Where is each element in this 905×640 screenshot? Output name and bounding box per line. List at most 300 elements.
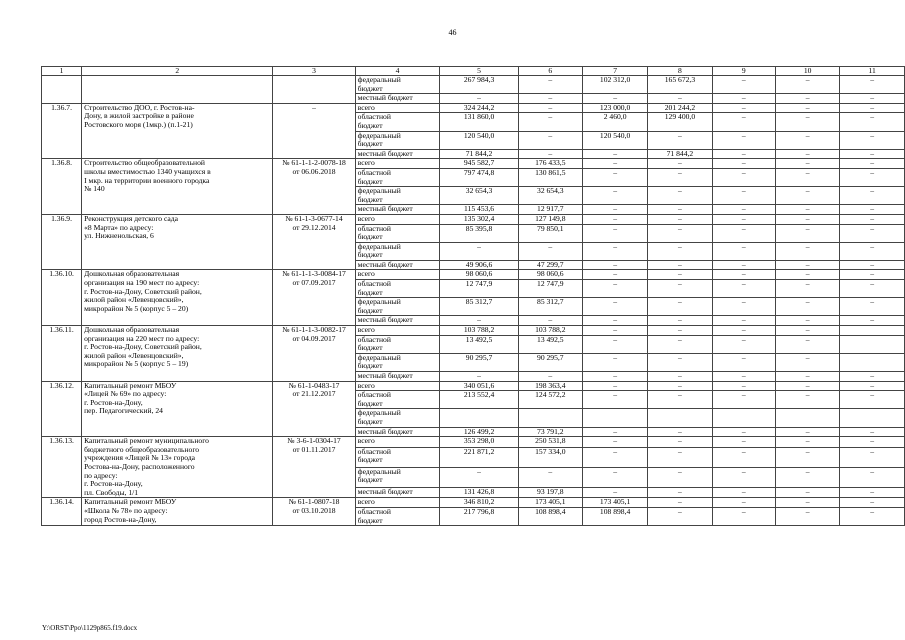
project-name-cell: Капитальный ремонт муниципального бюджетного общеобразовательного учреждения «Лицей № 13» города Ростова-на-Дону, расположенного по адресу: г. Ростов-на-Дону, пл. Свободы, 1/1: [82, 437, 273, 498]
amount-cell: –: [518, 316, 582, 326]
amount-cell: 49 906,6: [440, 260, 518, 270]
funding-source-cell: местный бюджет: [355, 205, 440, 215]
amount-cell: –: [712, 391, 775, 409]
amount-cell: 71 844,2: [648, 149, 712, 159]
amount-cell: –: [775, 381, 840, 391]
amount-cell: –: [582, 149, 647, 159]
amount-cell: –: [840, 467, 905, 487]
amount-cell: –: [712, 159, 775, 169]
amount-cell: –: [648, 447, 712, 467]
amount-cell: –: [840, 391, 905, 409]
funding-source-cell: местный бюджет: [355, 260, 440, 270]
amount-cell: –: [582, 270, 647, 280]
amount-cell: 79 850,1: [518, 224, 582, 242]
amount-cell: –: [518, 131, 582, 149]
amount-cell: –: [648, 131, 712, 149]
funding-source-cell: областной бюджет: [355, 335, 440, 353]
project-name-cell: Капитальный ремонт МБОУ «Школа № 78» по адресу: город Ростов-на-Дону,: [82, 498, 273, 526]
amount-cell: –: [582, 326, 647, 336]
amount-cell: –: [648, 270, 712, 280]
amount-cell: –: [840, 113, 905, 131]
amount-cell: 129 400,0: [648, 113, 712, 131]
amount-cell: 157 334,0: [518, 447, 582, 467]
amount-cell: –: [712, 487, 775, 498]
amount-cell: –: [840, 224, 905, 242]
amount-cell: –: [840, 187, 905, 205]
amount-cell: –: [582, 437, 647, 448]
amount-cell: –: [712, 427, 775, 437]
amount-cell: –: [648, 467, 712, 487]
funding-source-cell: федеральный бюджет: [355, 353, 440, 371]
amount-cell: –: [648, 487, 712, 498]
amount-cell: –: [712, 270, 775, 280]
amount-cell: 90 295,7: [518, 353, 582, 371]
amount-cell: –: [712, 76, 775, 94]
budget-table: [41, 66, 905, 526]
amount-cell: –: [648, 298, 712, 316]
amount-cell: –: [648, 372, 712, 382]
amount-cell: [648, 409, 712, 427]
amount-cell: –: [840, 168, 905, 186]
amount-cell: –: [775, 391, 840, 409]
item-number-cell: 1.36.14.: [42, 498, 82, 526]
funding-source-cell: всего: [355, 159, 440, 169]
amount-cell: –: [582, 242, 647, 260]
amount-cell: 108 898,4: [518, 507, 582, 525]
amount-cell: –: [648, 260, 712, 270]
amount-cell: –: [712, 353, 775, 371]
amount-cell: –: [712, 381, 775, 391]
amount-cell: –: [775, 149, 840, 159]
amount-cell: –: [840, 298, 905, 316]
amount-cell: 85 312,7: [440, 298, 518, 316]
amount-cell: –: [582, 372, 647, 382]
expertise-cell: [273, 76, 355, 104]
table-row: [42, 159, 905, 169]
amount-cell: –: [775, 437, 840, 448]
item-number-cell: 1.36.9.: [42, 214, 82, 270]
amount-cell: –: [648, 280, 712, 298]
amount-cell: 267 984,3: [440, 76, 518, 94]
amount-cell: –: [840, 487, 905, 498]
amount-cell: –: [712, 103, 775, 113]
amount-cell: –: [648, 187, 712, 205]
funding-source-cell: местный бюджет: [355, 149, 440, 159]
amount-cell: –: [582, 427, 647, 437]
amount-cell: –: [840, 103, 905, 113]
column-number-cell: 3: [273, 67, 355, 76]
amount-cell: [840, 335, 905, 353]
amount-cell: 13 492,5: [440, 335, 518, 353]
amount-cell: –: [518, 76, 582, 94]
amount-cell: 130 861,5: [518, 168, 582, 186]
amount-cell: 103 788,2: [518, 326, 582, 336]
expertise-cell: № 61-1-0807-18 от 03.10.2018: [273, 498, 355, 526]
amount-cell: –: [840, 131, 905, 149]
table-row: [42, 437, 905, 448]
amount-cell: –: [840, 447, 905, 467]
table-row: [42, 214, 905, 224]
funding-source-cell: всего: [355, 270, 440, 280]
funding-source-cell: федеральный бюджет: [355, 76, 440, 94]
amount-cell: 346 810,2: [440, 498, 518, 508]
amount-cell: –: [840, 260, 905, 270]
amount-cell: –: [775, 427, 840, 437]
amount-cell: –: [648, 507, 712, 525]
project-name-cell: Дошкольная образовательная организация на 220 мест по адресу: г. Ростов-на-Дону, Советский район, жилой район «Левенцовский», микрорайон № 5 (корпус 5 – 19): [82, 326, 273, 382]
funding-source-cell: федеральный бюджет: [355, 409, 440, 427]
amount-cell: –: [775, 159, 840, 169]
amount-cell: –: [648, 381, 712, 391]
column-number-cell: 11: [840, 67, 905, 76]
amount-cell: 98 060,6: [518, 270, 582, 280]
amount-cell: 12 917,7: [518, 205, 582, 215]
funding-source-cell: всего: [355, 103, 440, 113]
amount-cell: –: [440, 242, 518, 260]
amount-cell: 32 654,3: [440, 187, 518, 205]
funding-source-cell: областной бюджет: [355, 391, 440, 409]
column-number-cell: 5: [440, 67, 518, 76]
amount-cell: –: [648, 335, 712, 353]
amount-cell: 12 747,9: [518, 280, 582, 298]
funding-source-cell: областной бюджет: [355, 507, 440, 525]
amount-cell: –: [648, 242, 712, 260]
amount-cell: –: [648, 437, 712, 448]
amount-cell: 945 582,7: [440, 159, 518, 169]
amount-cell: –: [648, 159, 712, 169]
column-number-cell: 10: [775, 67, 840, 76]
amount-cell: –: [712, 280, 775, 298]
amount-cell: 324 244,2: [440, 103, 518, 113]
amount-cell: –: [712, 335, 775, 353]
amount-cell: –: [648, 353, 712, 371]
amount-cell: –: [712, 507, 775, 525]
amount-cell: 250 531,8: [518, 437, 582, 448]
amount-cell: –: [840, 372, 905, 382]
amount-cell: –: [840, 498, 905, 508]
funding-source-cell: федеральный бюджет: [355, 242, 440, 260]
amount-cell: –: [712, 298, 775, 316]
amount-cell: –: [840, 270, 905, 280]
amount-cell: –: [775, 467, 840, 487]
funding-source-cell: всего: [355, 214, 440, 224]
amount-cell: –: [582, 280, 647, 298]
amount-cell: 173 405,1: [582, 498, 647, 508]
column-number-cell: 9: [712, 67, 775, 76]
amount-cell: –: [775, 372, 840, 382]
amount-cell: –: [582, 159, 647, 169]
funding-source-cell: всего: [355, 498, 440, 508]
funding-source-cell: местный бюджет: [355, 316, 440, 326]
project-name-cell: [82, 76, 273, 104]
amount-cell: –: [582, 316, 647, 326]
amount-cell: [840, 353, 905, 371]
amount-cell: –: [775, 103, 840, 113]
footer-file-path: Y:\ORST\Ppo\1129p865.f19.docx: [42, 624, 138, 632]
amount-cell: –: [775, 260, 840, 270]
amount-cell: –: [775, 507, 840, 525]
amount-cell: 173 405,1: [518, 498, 582, 508]
amount-cell: [712, 409, 775, 427]
amount-cell: –: [775, 242, 840, 260]
amount-cell: –: [582, 260, 647, 270]
project-name-cell: Дошкольная образовательная организация на 190 мест по адресу: г. Ростов-на-Дону, Советский район, жилой район «Левенцовский», микрорайон № 5 (корпус 5 – 20): [82, 270, 273, 326]
amount-cell: –: [775, 280, 840, 298]
amount-cell: –: [582, 168, 647, 186]
amount-cell: 131 860,0: [440, 113, 518, 131]
expertise-cell: № 61-1-1-3-0082-17 от 04.09.2017: [273, 326, 355, 382]
amount-cell: 73 791,2: [518, 427, 582, 437]
amount-cell: 47 299,7: [518, 260, 582, 270]
amount-cell: –: [712, 447, 775, 467]
amount-cell: –: [440, 467, 518, 487]
amount-cell: –: [712, 94, 775, 104]
amount-cell: –: [775, 447, 840, 467]
table-row: [42, 76, 905, 94]
amount-cell: –: [712, 205, 775, 215]
amount-cell: 123 000,0: [582, 103, 647, 113]
amount-cell: 124 572,2: [518, 391, 582, 409]
column-number-cell: 2: [82, 67, 273, 76]
item-number-cell: 1.36.11.: [42, 326, 82, 382]
amount-cell: –: [712, 224, 775, 242]
amount-cell: –: [582, 447, 647, 467]
amount-cell: –: [712, 498, 775, 508]
amount-cell: 90 295,7: [440, 353, 518, 371]
amount-cell: –: [775, 205, 840, 215]
amount-cell: –: [840, 242, 905, 260]
amount-cell: –: [775, 224, 840, 242]
amount-cell: –: [582, 224, 647, 242]
column-number-cell: 1: [42, 67, 82, 76]
amount-cell: [440, 409, 518, 427]
funding-source-cell: местный бюджет: [355, 94, 440, 104]
amount-cell: –: [775, 131, 840, 149]
table-row: [42, 270, 905, 280]
amount-cell: –: [840, 159, 905, 169]
item-number-cell: 1.36.7.: [42, 103, 82, 159]
table-row: [42, 498, 905, 508]
funding-source-cell: местный бюджет: [355, 487, 440, 498]
amount-cell: –: [775, 487, 840, 498]
amount-cell: –: [712, 372, 775, 382]
funding-source-cell: областной бюджет: [355, 113, 440, 131]
funding-source-cell: федеральный бюджет: [355, 131, 440, 149]
amount-cell: –: [712, 168, 775, 186]
column-number-cell: 7: [582, 67, 647, 76]
funding-source-cell: областной бюджет: [355, 224, 440, 242]
amount-cell: –: [775, 353, 840, 371]
amount-cell: 108 898,4: [582, 507, 647, 525]
amount-cell: 93 197,8: [518, 487, 582, 498]
amount-cell: –: [840, 381, 905, 391]
amount-cell: 115 453,6: [440, 205, 518, 215]
amount-cell: –: [582, 487, 647, 498]
amount-cell: –: [840, 205, 905, 215]
column-number-cell: 4: [355, 67, 440, 76]
funding-source-cell: федеральный бюджет: [355, 467, 440, 487]
amount-cell: –: [775, 335, 840, 353]
amount-cell: 131 426,8: [440, 487, 518, 498]
funding-source-cell: всего: [355, 437, 440, 448]
amount-cell: –: [582, 467, 647, 487]
amount-cell: –: [648, 498, 712, 508]
amount-cell: –: [582, 205, 647, 215]
amount-cell: [518, 409, 582, 427]
item-number-cell: 1.36.13.: [42, 437, 82, 498]
amount-cell: –: [775, 498, 840, 508]
project-name-cell: Реконструкция детского сада «8 Марта» по адресу: ул. Нижненольская, 6: [82, 214, 273, 270]
amount-cell: –: [775, 326, 840, 336]
amount-cell: –: [648, 224, 712, 242]
amount-cell: –: [582, 187, 647, 205]
amount-cell: –: [440, 316, 518, 326]
amount-cell: –: [775, 168, 840, 186]
amount-cell: –: [582, 94, 647, 104]
amount-cell: 198 363,4: [518, 381, 582, 391]
funding-source-cell: федеральный бюджет: [355, 187, 440, 205]
amount-cell: –: [775, 316, 840, 326]
funding-source-cell: федеральный бюджет: [355, 298, 440, 316]
amount-cell: –: [840, 437, 905, 448]
amount-cell: –: [712, 437, 775, 448]
amount-cell: 340 051,6: [440, 381, 518, 391]
amount-cell: 797 474,8: [440, 168, 518, 186]
amount-cell: –: [648, 214, 712, 224]
column-number-cell: 6: [518, 67, 582, 76]
amount-cell: 103 788,2: [440, 326, 518, 336]
amount-cell: –: [582, 391, 647, 409]
amount-cell: –: [582, 298, 647, 316]
funding-source-cell: областной бюджет: [355, 447, 440, 467]
amount-cell: –: [648, 326, 712, 336]
amount-cell: –: [712, 316, 775, 326]
amount-cell: –: [840, 76, 905, 94]
amount-cell: –: [582, 381, 647, 391]
amount-cell: [840, 409, 905, 427]
amount-cell: –: [840, 149, 905, 159]
expertise-cell: № 3-6-1-0304-17 от 01.11.2017: [273, 437, 355, 498]
funding-source-cell: местный бюджет: [355, 372, 440, 382]
amount-cell: –: [712, 467, 775, 487]
project-name-cell: Строительство общеобразовательной школы вместимостью 1340 учащихся в I мкр. на территории военного городка № 140: [82, 159, 273, 215]
amount-cell: 176 433,5: [518, 159, 582, 169]
amount-cell: 201 244,2: [648, 103, 712, 113]
amount-cell: –: [518, 467, 582, 487]
table-row: [42, 103, 905, 113]
amount-cell: [582, 409, 647, 427]
amount-cell: –: [582, 335, 647, 353]
amount-cell: –: [840, 507, 905, 525]
table-row: [42, 381, 905, 391]
amount-cell: –: [518, 94, 582, 104]
amount-cell: –: [712, 113, 775, 131]
amount-cell: –: [775, 214, 840, 224]
amount-cell: 2 460,0: [582, 113, 647, 131]
amount-cell: –: [518, 103, 582, 113]
amount-cell: –: [712, 187, 775, 205]
amount-cell: –: [518, 372, 582, 382]
amount-cell: –: [648, 94, 712, 104]
amount-cell: 353 298,0: [440, 437, 518, 448]
amount-cell: –: [712, 260, 775, 270]
amount-cell: –: [840, 94, 905, 104]
amount-cell: –: [840, 427, 905, 437]
amount-cell: 127 149,8: [518, 214, 582, 224]
amount-cell: –: [648, 316, 712, 326]
amount-cell: –: [440, 372, 518, 382]
amount-cell: 126 499,2: [440, 427, 518, 437]
amount-cell: –: [518, 149, 582, 159]
amount-cell: –: [648, 205, 712, 215]
amount-cell: –: [840, 214, 905, 224]
funding-source-cell: областной бюджет: [355, 280, 440, 298]
amount-cell: –: [518, 113, 582, 131]
funding-source-cell: всего: [355, 381, 440, 391]
funding-source-cell: всего: [355, 326, 440, 336]
amount-cell: –: [440, 94, 518, 104]
item-number-cell: 1.36.8.: [42, 159, 82, 215]
project-name-cell: Строительство ДОО, г. Ростов-на- Дону, в жилой застройке в районе Ростовского моря (1мкр.) (п.1-21): [82, 103, 273, 159]
amount-cell: 221 871,2: [440, 447, 518, 467]
amount-cell: –: [775, 270, 840, 280]
amount-cell: 85 395,8: [440, 224, 518, 242]
amount-cell: –: [712, 214, 775, 224]
amount-cell: 71 844,2: [440, 149, 518, 159]
amount-cell: 12 747,9: [440, 280, 518, 298]
amount-cell: 120 540,0: [582, 131, 647, 149]
amount-cell: [840, 326, 905, 336]
amount-cell: –: [840, 280, 905, 298]
amount-cell: –: [518, 242, 582, 260]
amount-cell: [775, 409, 840, 427]
amount-cell: –: [775, 76, 840, 94]
column-number-cell: 8: [648, 67, 712, 76]
amount-cell: 165 672,3: [648, 76, 712, 94]
expertise-cell: № 61-1-0483-17 от 21.12.2017: [273, 381, 355, 437]
table-row: [42, 326, 905, 336]
funding-source-cell: местный бюджет: [355, 427, 440, 437]
amount-cell: –: [648, 427, 712, 437]
amount-cell: –: [648, 168, 712, 186]
expertise-cell: № 61-1-1-3-0084-17 от 07.09.2017: [273, 270, 355, 326]
amount-cell: 85 312,7: [518, 298, 582, 316]
amount-cell: –: [775, 187, 840, 205]
amount-cell: 217 796,8: [440, 507, 518, 525]
item-number-cell: 1.36.12.: [42, 381, 82, 437]
amount-cell: 213 552,4: [440, 391, 518, 409]
funding-source-cell: областной бюджет: [355, 168, 440, 186]
amount-cell: –: [648, 391, 712, 409]
expertise-cell: № 61-1-3-0677-14 от 29.12.2014: [273, 214, 355, 270]
amount-cell: –: [712, 326, 775, 336]
amount-cell: –: [582, 353, 647, 371]
amount-cell: –: [775, 113, 840, 131]
amount-cell: –: [712, 242, 775, 260]
amount-cell: –: [775, 94, 840, 104]
amount-cell: –: [712, 149, 775, 159]
amount-cell: 13 492,5: [518, 335, 582, 353]
amount-cell: 102 312,0: [582, 76, 647, 94]
amount-cell: 135 302,4: [440, 214, 518, 224]
amount-cell: 120 540,0: [440, 131, 518, 149]
amount-cell: –: [582, 214, 647, 224]
item-number-cell: [42, 76, 82, 104]
expertise-cell: –: [273, 103, 355, 159]
item-number-cell: 1.36.10.: [42, 270, 82, 326]
amount-cell: –: [840, 316, 905, 326]
amount-cell: 98 060,6: [440, 270, 518, 280]
